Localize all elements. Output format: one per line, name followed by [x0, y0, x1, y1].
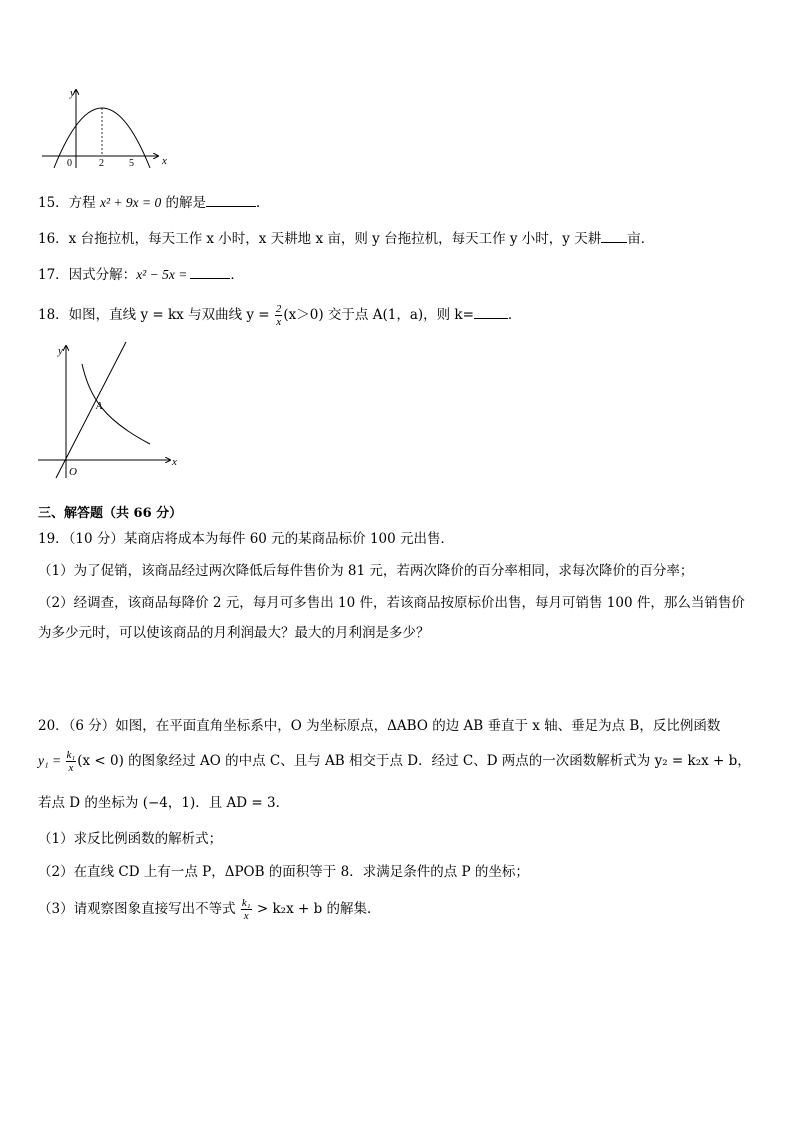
question-15: [38, 192, 270, 213]
q15-prefix: 15．方程: [38, 195, 100, 211]
parabola-figure: [38, 84, 178, 174]
q20-part-3-prefix: （3）请观察图象直接写出不等式: [38, 901, 240, 917]
q20-part-3-numerator: k₁: [241, 897, 251, 909]
q20-fraction-numerator: k₁: [66, 749, 76, 761]
question-19-part-2a: （2）经调查，该商品每降价 2 元，每月可多售出 10 件，若该商品按原标价出售，每月可销售 100 件，那么当销售价: [38, 595, 745, 611]
q20-part-3-denominator: x: [243, 910, 249, 922]
y-axis-label: y: [58, 345, 63, 357]
q18-end: ．: [507, 307, 522, 323]
q17-prefix: 17．因式分解：: [38, 267, 137, 283]
section-3-heading: 三、解答题（共 66 分）: [38, 506, 183, 521]
q16-end: 亩．: [627, 231, 655, 247]
question-19-part-1: （1）为了促销，该商品经过两次降低后每件售价为 81 元，若两次降价的百分率相同，求每次降价的百分率；: [38, 563, 694, 579]
q18-answer-blank[interactable]: [474, 304, 508, 319]
q20-part-3-suffix: > k₂x + b 的解集．: [252, 901, 381, 917]
origin-label: O: [69, 466, 77, 478]
q20-fraction-denominator: x: [68, 762, 74, 774]
question-20-line-3: 若点 D 的坐标为 (−4，1)．且 AD = 3．: [38, 795, 290, 811]
q15-answer-blank[interactable]: [206, 192, 256, 207]
q20-part-3-fraction: [241, 897, 252, 922]
question-18: [38, 300, 521, 330]
q17-answer-blank[interactable]: [190, 264, 230, 279]
q16-text: 16．x 台拖拉机，每天工作 x 小时，x 天耕地 x 亩，则 y 台拖拉机，每天工作 y 小时，y 天耕: [38, 231, 602, 247]
question-19-part-2b: 为多少元时，可以使该商品的月利润最大？最大的月利润是多少？: [38, 625, 430, 641]
question-19-heading: 19．（10 分）某商店将成本为每件 60 元的某商品标价 100 元出售．: [38, 531, 455, 547]
q15-end: ．: [256, 195, 270, 211]
question-20-line-2: [38, 744, 751, 778]
q16-answer-blank[interactable]: [601, 228, 627, 243]
point-a-label: A: [96, 401, 103, 412]
q18-fraction-numerator: 2: [275, 303, 282, 315]
q18-fraction-denominator: x: [276, 316, 282, 328]
q20-line-2-text: (x < 0) 的图象经过 AO 的中点 C、且与 AB 相交于点 D．经过 C、D 两点的一次函数解析式为 y₂ = k₂x + b，: [77, 753, 751, 769]
tick-2: 2: [99, 158, 104, 169]
q18-middle: (x＞0) 交于点 A(1，a)，则 k=: [283, 307, 474, 323]
q20-fraction: [66, 749, 77, 774]
question-17: [38, 264, 244, 285]
tick-5: 5: [129, 158, 134, 169]
question-16: [38, 228, 654, 249]
q17-end: ．: [230, 267, 244, 283]
question-20-heading: 20．（6 分）如图，在平面直角坐标系中，O 为坐标原点，ΔABO 的边 AB 垂直于 x 轴、垂足为点 B，反比例函数: [38, 718, 721, 734]
y-axis-label: y: [70, 87, 75, 99]
q18-fraction: [275, 303, 283, 328]
q15-suffix: 的解是: [161, 195, 207, 211]
tick-0: 0: [67, 158, 72, 169]
question-20-part-3: [38, 892, 381, 926]
q15-equation: x² + 9x = 0: [99, 195, 162, 210]
q18-prefix: 18．如图，直线 y = kx 与双曲线 y =: [38, 307, 274, 323]
line-hyperbola-figure: [34, 340, 184, 482]
q20-y1-label: y₁ =: [38, 753, 65, 768]
x-axis-label: x: [162, 155, 167, 167]
x-axis-label: x: [172, 456, 177, 468]
question-20-part-2: （2）在直线 CD 上有一点 P，ΔPOB 的面积等于 8．求满足条件的点 P 的坐标；: [38, 864, 529, 880]
hyperbola-curve: [82, 364, 150, 444]
q17-expression: x² − 5x =: [136, 267, 188, 282]
question-20-part-1: （1）求反比例函数的解析式；: [38, 831, 223, 847]
